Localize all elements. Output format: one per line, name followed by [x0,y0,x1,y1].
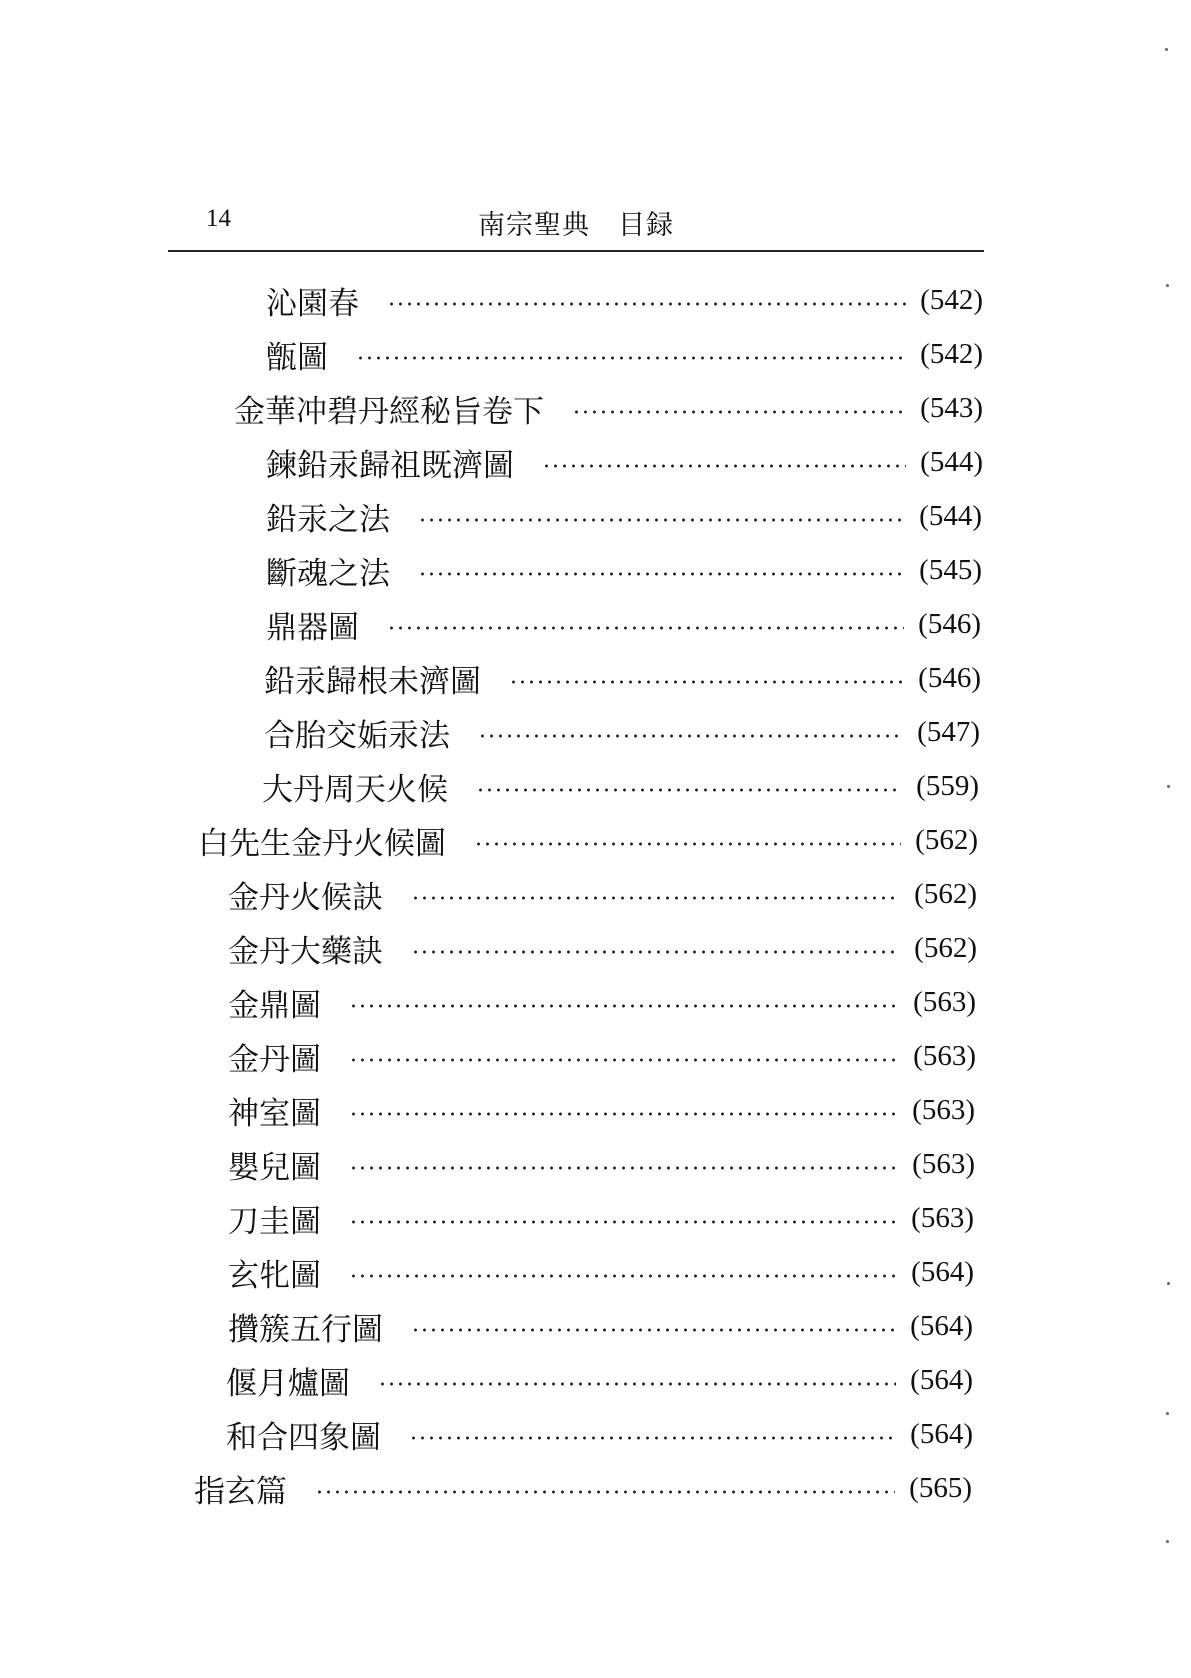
toc-entry [228,928,977,968]
toc-entry [228,874,977,914]
toc-entry-title: 大丹周天火候 [262,771,448,808]
toc-entry-page: (562) [914,877,977,910]
toc-entry-title: 刀圭圖 [228,1203,321,1240]
toc-entry [228,1090,975,1130]
toc-entry-page: (547) [917,715,980,748]
dot-leader [409,1436,896,1440]
toc-entry [226,1360,973,1400]
toc-entry [228,1306,973,1346]
dot-leader [411,1328,896,1332]
dot-leader [349,1166,898,1170]
toc-entry-title: 鼎器圖 [266,609,359,646]
scan-speck [1166,284,1169,287]
scan-speck [1166,1540,1169,1543]
toc-entry-page: (564) [910,1417,973,1450]
dot-leader [349,1220,897,1224]
toc-entry [264,658,981,698]
toc-entry-page: (563) [913,1039,976,1072]
toc-entry-page: (563) [912,1147,975,1180]
toc-entry [194,1468,972,1508]
toc-entry-page: (563) [911,1201,974,1234]
toc-entry-page: (564) [910,1363,973,1396]
toc-entry-page: (544) [920,445,983,478]
toc-entry-page: (564) [911,1255,974,1288]
dot-leader [411,896,900,900]
toc-entry [228,1036,976,1076]
toc-entry-title: 玄牝圖 [228,1257,321,1294]
toc-entry [234,388,983,428]
dot-leader [387,626,904,630]
scan-speck [1167,785,1170,788]
toc-entry-title: 攢簇五行圖 [228,1311,383,1348]
toc-entry-title: 鉛汞歸根未濟圖 [264,663,481,700]
toc-entry-page: (563) [913,985,976,1018]
toc-entry-title: 合胎交姤汞法 [264,717,450,754]
toc-entry-page: (546) [918,661,981,694]
dot-leader [418,518,905,522]
dot-leader [474,842,901,846]
toc-entry-title: 嬰兒圖 [228,1149,321,1186]
toc-entry-page: (562) [914,931,977,964]
dot-leader [572,410,906,414]
toc-entry-title: 指玄篇 [194,1473,287,1510]
toc-entry-page: (559) [916,769,979,802]
scan-speck [1166,1412,1169,1415]
header-rule [168,250,984,252]
dot-leader [411,950,900,954]
toc-entry-page: (562) [915,823,978,856]
dot-leader [509,680,904,684]
toc-entry [228,1198,974,1238]
toc-entry-page: (542) [920,283,983,316]
toc-entry [226,1414,973,1454]
toc-entry-title: 金華冲碧丹經秘旨卷下 [234,393,544,430]
page-number: 14 [206,205,231,232]
toc-entry-title: 神室圖 [228,1095,321,1132]
toc-entry-title: 和合四象圖 [226,1419,381,1456]
dot-leader [378,1382,896,1386]
toc-entry-title: 偃月爐圖 [226,1365,350,1402]
dot-leader [349,1274,897,1278]
dot-leader [315,1490,895,1494]
dot-leader [349,1004,899,1008]
toc-entry [228,1144,975,1184]
toc-entry-page: (545) [919,553,982,586]
toc-entry-page: (543) [920,391,983,424]
toc-entry-title: 甑圖 [266,339,328,376]
dot-leader [418,572,905,576]
toc-entry-title: 金丹圖 [228,1041,321,1078]
scan-speck [1165,48,1168,51]
toc-entry-page: (565) [909,1471,972,1504]
dot-leader [387,302,906,306]
toc-entry [266,280,983,320]
toc-entry [266,442,983,482]
dot-leader [478,734,903,738]
toc-entry [198,820,978,860]
toc-entry [228,1252,974,1292]
toc-entry-page: (542) [920,337,983,370]
toc-entry-title: 白先生金丹火候圖 [198,825,446,862]
toc-entry-title: 沁園春 [266,285,359,322]
dot-leader [542,464,906,468]
toc-entry-title: 鉛汞之法 [266,501,390,538]
toc-entry-title: 斷魂之法 [266,555,390,592]
toc-entry-page: (563) [912,1093,975,1126]
toc-entry [266,496,982,536]
running-header-title: 南宗聖典 目録 [478,210,674,241]
toc-entry [266,604,981,644]
toc-entry-title: 鍊鉛汞歸祖既濟圖 [266,447,514,484]
toc-entry-page: (546) [918,607,981,640]
dot-leader [356,356,906,360]
toc-entry-title: 金丹火候訣 [228,879,383,916]
toc-entry-title: 金鼎圖 [228,987,321,1024]
toc-entry-title: 金丹大藥訣 [228,933,383,970]
dot-leader [476,788,902,792]
toc-entry-page: (564) [910,1309,973,1342]
toc-entry [228,982,976,1022]
scan-speck [1167,1282,1170,1285]
dot-leader [349,1112,898,1116]
toc-entry [264,712,980,752]
toc-entry-page: (544) [919,499,982,532]
toc-entry [262,766,979,806]
toc-entry [266,334,983,374]
dot-leader [349,1058,899,1062]
toc-entry [266,550,982,590]
